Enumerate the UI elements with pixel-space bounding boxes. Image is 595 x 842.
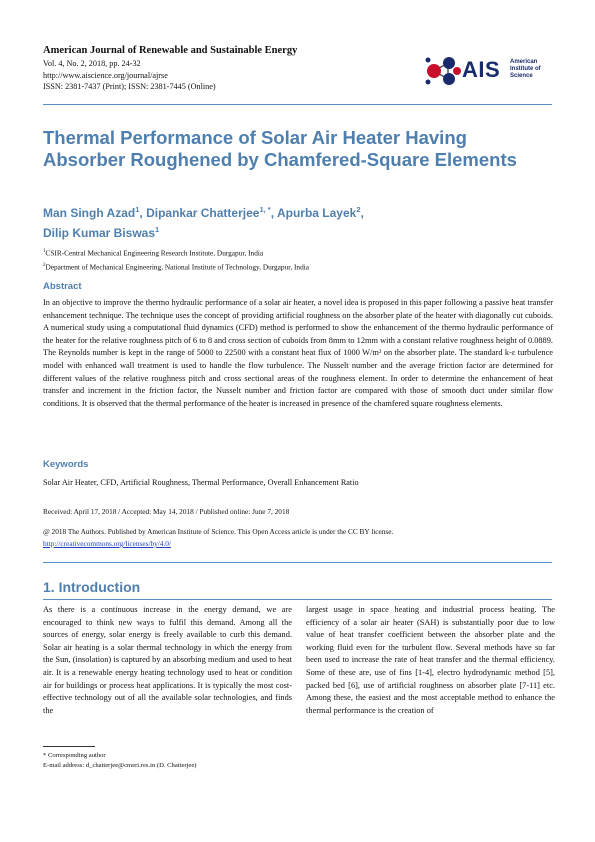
section-divider (43, 599, 552, 600)
molecule-logo-icon (424, 54, 462, 88)
affiliations (43, 246, 553, 274)
author-affiliation-mark: 2 (356, 205, 361, 214)
introduction-column-right: largest usage in space heating and industrial process heating. The efficiency of a solar air heater (SAH) is substantially poor due to low value of heat transfer coefficient between the absorber plate and the working fluid even for the turbulent flow. Several methods have so far been used to increase the rate of heat transfer and the thermal efficiency. Some of these are, use of fins [1-4], electro hydrodynamic method [5], packed bed [6], use of artificial roughness on absorber plate [7-11] etc. Among these, the easiest and the most acceptable method to enhance the thermal performance is the creation of (306, 605, 555, 715)
footnote-divider (43, 746, 95, 747)
section-divider (43, 562, 552, 563)
affiliation-text: Department of Mechanical Engineering, National Institute of Technology, Durgapur, India (45, 262, 309, 272)
abstract-heading: Abstract (43, 281, 82, 292)
affiliation-line (43, 260, 553, 274)
author-affiliation-mark: 1 (155, 224, 160, 234)
logo-subtitle-line: American (510, 59, 538, 65)
corresponding-author-note: * Corresponding author (43, 752, 106, 759)
footnote (43, 751, 196, 771)
journal-url[interactable]: http://www.aiscience.org/journal/ajrse (43, 70, 168, 80)
author-affiliation-mark: 1 (135, 205, 140, 214)
author-name: Dilip Kumar Biswas (43, 225, 156, 240)
affiliation-mark: 1 (43, 249, 46, 254)
volume-info: Vol. 4, No. 2, 2018, pp. 24-32 (43, 59, 141, 68)
abstract-text: In an objective to improve the thermo hydraulic performance of a solar air heater, a novel idea is proposed in this paper following a passive heat transfer enhancement technique. The technique uses the concept of providing artificial roughness on the absorber plate of the heater with diagonally cut cuboids. A numerical study using a computational fluid dynamics (CFD) method is performed to show the enhancement of the thermo hydraulic performance of the heater for the relative roughness pitch of 6 to 8 and cross section of cuboids from 8mm to 12mm with a constant relative roughness height of 0.0889. The Reynolds number is kept in the range of 5000 to 22500 with a constant heat flux of 1000 W/m² on the absorber plate. The standard k-ε turbulence model with enhanced wall treatment is used to handle the flow turbulence. The Nusselt number and the average friction factor are determined for different values of the relative roughness pitch and cross sectional areas of the roughness element. In order to determine the enhancement of heat transfer and increment in the friction factor, the Nusselt number and friction factor are compared with those of smooth duct under similar flow conditions. It is observed that the thermal performance of the heater is increased in presence of the chamfered square roughness elements. (43, 298, 553, 408)
logo-subtitle-line: Science (510, 73, 533, 79)
license-link[interactable]: http://creativecommons.org/licenses/by/4.0/ (43, 539, 171, 548)
publication-dates: Received: April 17, 2018 / Accepted: May 14, 2018 / Published online: June 7, 2018 (43, 507, 290, 516)
paper-title: Thermal Performance of Solar Air Heater Having Absorber Roughened by Chamfered-Square Elements (43, 127, 517, 170)
introduction-heading: 1. Introduction (43, 579, 141, 595)
author-list: Man Singh Azad$^1$, Dipankar Chatterjee$^{1, *}$, Apurba Layek$^2$, Dilip Kumar Biswas$^1$ (43, 205, 364, 240)
logo-wordmark: AIS (462, 57, 501, 82)
corresponding-email: E-mail address: d_chatterjee@cmeri.res.in (D. Chatterjee) (43, 762, 197, 769)
copyright-notice: @ 2018 The Authors. Published by American Institute of Science. This Open Access article is under the CC BY license. (43, 527, 394, 536)
author-affiliation-mark: 1, * (259, 205, 271, 214)
issn-info: ISSN: 2381-7437 (Print); ISSN: 2381-7445 (Online) (43, 82, 216, 92)
author-name: Apurba Layek (276, 206, 357, 220)
header-divider (43, 104, 552, 105)
keywords-heading: Keywords (43, 459, 89, 470)
affiliation-line (43, 246, 553, 260)
introduction-column-left: As there is a continuous increase in the energy demand, we are encouraged to think new ways to fulfil this demand. Among all the sources of energy, solar energy is freely available to curb this demand. Solar air heating is a solar thermal technology in which the energy from the Sun, (insolation) is captured by an absorbing medium and used to heat air. It is a renewable energy heating technology used to heat or condition air for buildings or process heat applications. It is typically the most cost-effective technology out of all the available solar technologies, and finds the (43, 605, 292, 715)
author-name: Man Singh Azad (43, 206, 136, 220)
journal-name: American Journal of Renewable and Sustainable Energy (43, 45, 298, 56)
affiliation-text: CSIR-Central Mechanical Engineering Research Institute, Durgapur, India (45, 248, 264, 258)
keywords-text: Solar Air Heater, CFD, Artificial Roughness, Thermal Performance, Overall Enhancement Ratio (43, 478, 359, 487)
logo-subtitle (510, 59, 541, 80)
publisher-logo (424, 54, 564, 88)
author-name: Dipankar Chatterjee (146, 206, 260, 220)
logo-subtitle-line: Institute of (510, 66, 541, 72)
affiliation-mark: 2 (43, 262, 46, 268)
